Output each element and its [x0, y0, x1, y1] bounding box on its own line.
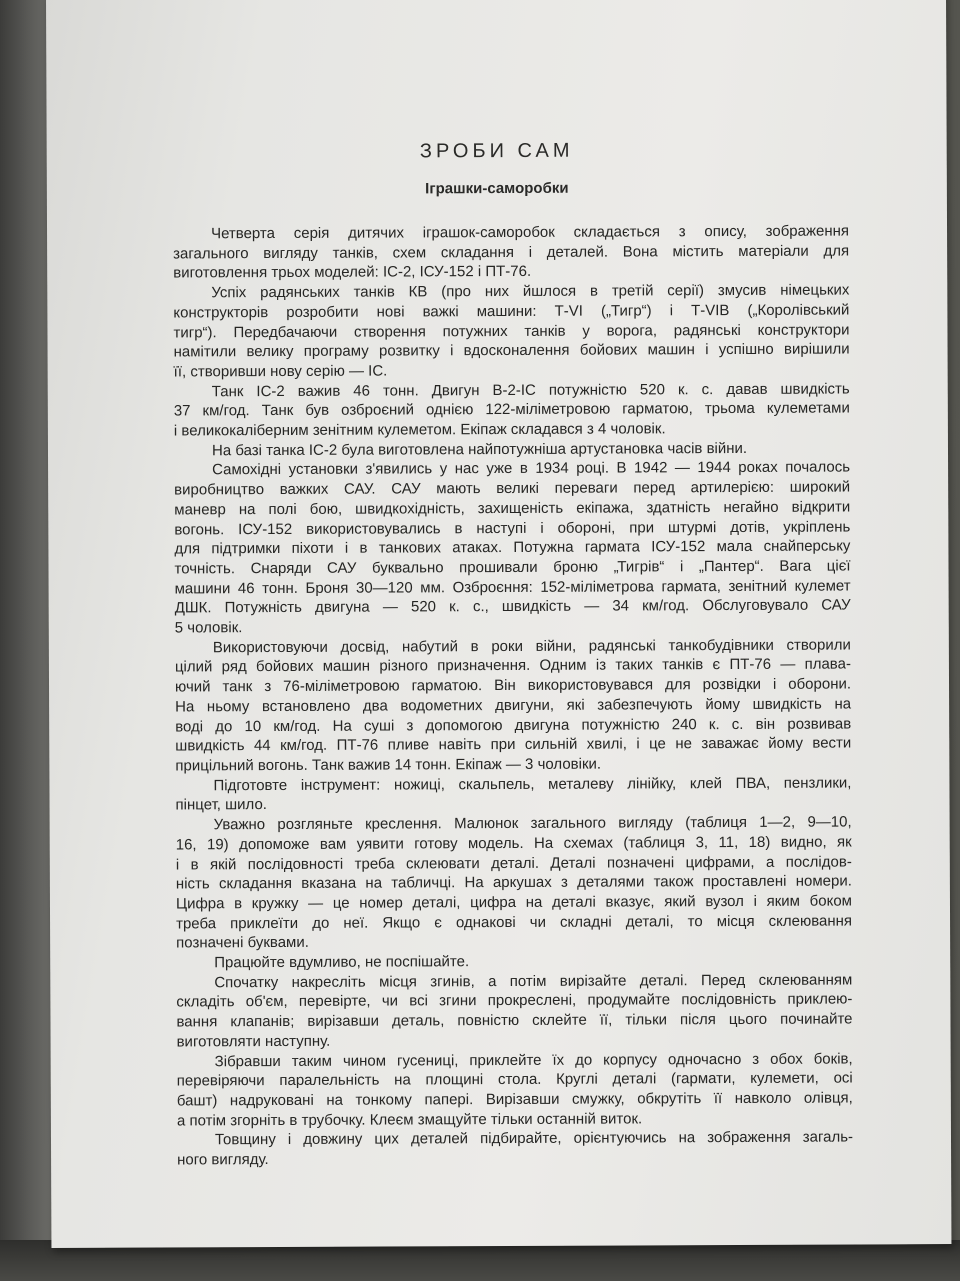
text-line: ність складання вказана на табличці. На аркушах з деталями також проставлені номери.	[175, 872, 852, 893]
text-line: а потім згорніть в трубочку. Клеєм змащуйте тільки останній виток.	[176, 1110, 643, 1130]
text-line: 16, 19) допоможе вам уявити готову модель. На схемах (таблиця 3, 11, 18) видно, як	[175, 833, 852, 854]
text-line: маневр на полі бою, швидкохідність, захищеність екіпажа, здатність негайно відкрити	[174, 498, 851, 519]
text-line: Товщину і довжину цих деталей підбирайте, орієнтуючись на зображення загаль-	[214, 1128, 854, 1149]
text-line: пінцет, шило.	[175, 796, 267, 814]
text-line: треба приклеїти до неї. Якщо є однакові чи складні деталі, то місця склеювання	[176, 912, 853, 933]
text-line: воді до 10 км/год. На суші з допомогою двигуна потужністю 240 к. с. він розвивав	[175, 715, 852, 736]
text-line: прицільний вогонь. Танк важив 14 тонн. Екіпаж — 3 чоловіки.	[175, 755, 602, 775]
text-line: для підтримки піхоти і в танкових атаках. Потужна гармата ІСУ-152 мала снайперську	[174, 537, 851, 558]
text-line: швидкість 44 км/год. ПТ-76 пливе навіть при сильній хвилі, і це не заважає йому вести	[175, 734, 852, 755]
text-line: конструкторів розробити нові важкі машини: Т-VI („Тигр“) і Т-VIB („Королівський	[173, 301, 850, 322]
text-line: Успіх радянських танків КВ (про них йшлося в третій серії) змусив німецьких	[211, 281, 850, 302]
text-line: ючий танк з 76-міліметровою гарматою. Він використовувався для розвідки і оборони.	[174, 675, 852, 696]
paragraph	[173, 221, 849, 283]
text-line: позначені буквами.	[176, 934, 309, 952]
text-line: Танк ІС-2 важив 46 тонн. Двигун В-2-ІС потужністю 520 к. с. давав швидкість	[211, 380, 850, 400]
text-line: вогонь. ІСУ-152 використовувались в наступі і обороні, при штурмі дотів, укріплень	[174, 518, 851, 538]
page-subtitle: Іграшки-саморобки	[425, 179, 569, 198]
text-line: загального вигляду танків, схем складання і деталей. Вона містить матеріали для	[173, 242, 850, 263]
paragraph	[177, 1128, 853, 1170]
text-line: Четверта серія дитячих іграшок-саморобок складається з опису, зображення	[211, 222, 850, 243]
paragraph	[175, 773, 851, 815]
text-line: виготовляти наступну.	[176, 1032, 331, 1051]
document-page	[46, 0, 951, 1248]
text-line: виробництво важких САУ. САУ мають великі переваги перед артилерією: широкий	[174, 478, 851, 499]
text-line: Зібравши таким чином гусениці, приклейте їх до корпусу одночасно з обох боків,	[214, 1050, 853, 1070]
text-line: Самохідні установки з'явились у нас уже в 1934 році. В 1942 — 1944 роках почалось	[212, 458, 851, 479]
text-line: 37 км/год. Танк був озброєний однією 122-міліметровою гарматою, трьома кулеметами	[173, 399, 850, 420]
text-line: ДШК. Потужність двигуна — 520 к. с., швидкість — 34 км/год. Обслуговувало САУ	[174, 596, 851, 617]
text-line: башт) надруковані на тонкому папері. Вирізавши смужку, обкрутіть її навколо олівця,	[176, 1089, 853, 1110]
paragraph	[176, 813, 853, 954]
text-line: Цифра в кружку — це номер деталі, цифра на деталі вказує, який вузол і яким боком	[175, 892, 853, 913]
text-line: Спочатку накресліть місця згинів, а потім вирізайте деталі. Перед склеюванням	[214, 971, 853, 991]
text-line: намітили велику програму розвитку і вдосконалення бойових машин і успішно вирішили	[173, 340, 850, 361]
page-title: ЗРОБИ САМ	[419, 139, 574, 163]
text-line: тигр“). Передбачаючи створення потужних танків у ворога, радянські конструктори	[173, 321, 850, 341]
text-line: Використовуючи досвід, набутий в роки війни, радянські танкобудівники створили	[212, 636, 851, 657]
text-line: На ньому встановлено два водометних двигуни, які забезпечують йому швидкість на	[175, 695, 852, 716]
text-line: машини 46 тонн. Броня 30—120 мм. Озброєння: 152-міліметрова гармата, зенітний кулемет	[174, 577, 851, 598]
text-line: точність. Снаряди САУ буквально прошивали броню „Тигрів“ і „Пантер“. Вага цієї	[174, 557, 851, 578]
text-line: складіть об'єм, перевірте, чи всі згини прокреслені, продумайте послідовність приклею-	[176, 990, 853, 1011]
text-line: 5 чоловік.	[174, 619, 243, 637]
text-line: і великокаліберним зенітним кулеметом. Екіпаж складався з 4 чоловік.	[173, 420, 666, 440]
text-line: На базі танка ІС-2 була виготовлена найпотужніша артустановка часів війни.	[211, 439, 748, 460]
paragraph	[177, 1049, 853, 1131]
text-line: вання клапанів; вирізавши деталь, повністю склейте її, тільки після цього починайте	[176, 1010, 853, 1031]
text-line: Підготовте інструмент: ножиці, скальпель, металеву лінійку, клей ПВА, пензлики,	[213, 774, 852, 794]
paragraph	[175, 635, 852, 776]
text-line: її, створивши нову серію — ІС.	[173, 362, 388, 381]
paragraph	[174, 458, 851, 638]
paragraph	[173, 281, 849, 382]
text-line: Працюйте вдумливо, не поспішайте.	[214, 953, 470, 972]
text-line: і в якій послідовності треба склеювати деталі. Деталі позначені цифрами, а послідов-	[175, 852, 852, 873]
text-line: ного вигляду.	[177, 1151, 269, 1169]
text-line: цілий ряд бойових машин різного призначення. Одним із таких танків є ПТ-76 — плава-	[174, 655, 851, 676]
text-line: Уважно розгляньте креслення. Малюнок загального вигляду (таблиця 1—2, 9—10,	[213, 813, 852, 834]
paragraph	[176, 970, 852, 1052]
text-line: виготовлення трьох моделей: ІС-2, ІСУ-152 і ПТ-76.	[173, 263, 532, 282]
text-line: перевіряючи паралельність на площині стола. Круглі деталі (гармати, кулемети, осі	[176, 1069, 853, 1090]
document-body	[173, 221, 853, 1170]
paragraph	[174, 379, 850, 441]
